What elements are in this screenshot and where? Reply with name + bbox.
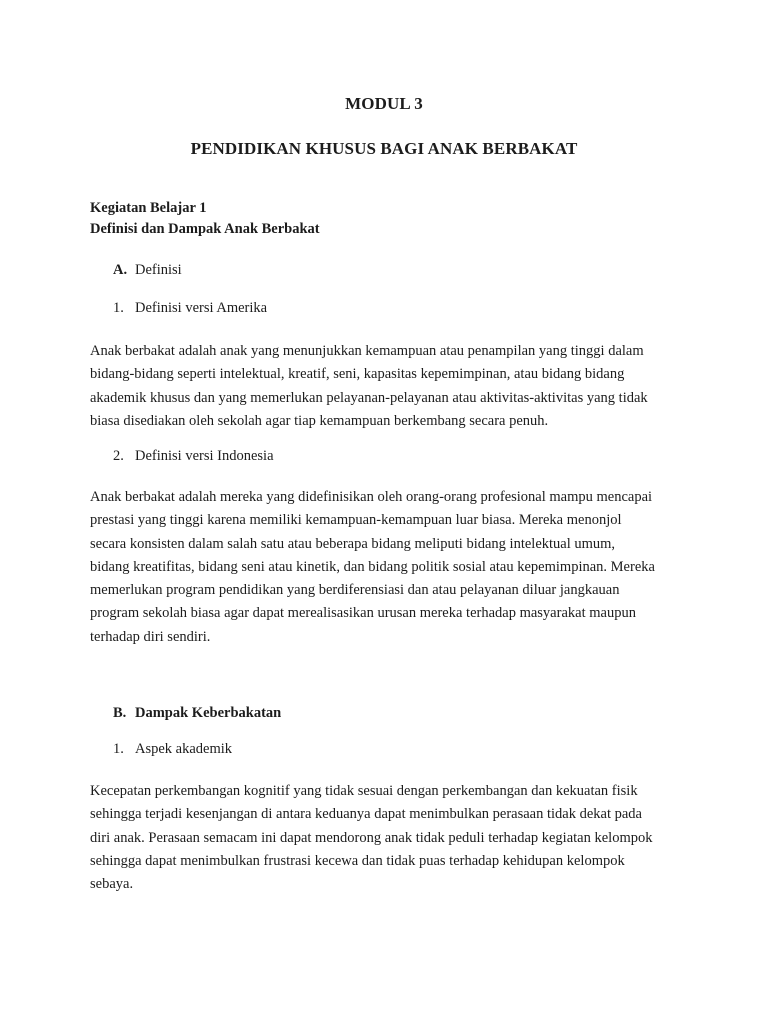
item-label: Aspek akademik <box>135 741 233 757</box>
definition-indonesia-paragraph <box>90 486 690 649</box>
paragraph-line: Anak berbakat adalah anak yang menunjukkan kemampuan atau penampilan yang tinggi dalam <box>90 343 644 359</box>
paragraph-line: sehingga terjadi kesenjangan di antara keduanya dapat menimbulkan perasaan tidak dekat pada <box>90 806 642 823</box>
paragraph-line: program sekolah biasa agar dapat merealisasikan urusan mereka terhadap masyarakat maupun <box>90 605 636 622</box>
academic-aspect-paragraph <box>90 780 690 896</box>
item-number: 1. <box>113 741 124 757</box>
activity-heading: Definisi dan Dampak Anak Berbakat <box>90 221 320 237</box>
section-a-item-1 <box>113 300 267 317</box>
paragraph-line: terhadap diri sendiri. <box>90 628 211 645</box>
paragraph-line: akademik khusus dan yang memerlukan pelayanan-pelayanan atau aktivitas-aktivitas yang tidak <box>90 389 648 406</box>
item-label: Definisi versi Amerika <box>135 300 268 316</box>
paragraph-line: prestasi yang tinggi karena memiliki kemampuan-kemampuan luar biasa. Mereka menonjol <box>90 512 622 529</box>
paragraph-line: secara konsisten dalam salah satu atau beberapa bidang meliputi bidang intelektual umum, <box>90 535 616 552</box>
section-a-marker: A. <box>113 262 128 278</box>
definition-america-paragraph <box>90 340 690 433</box>
paragraph-line: bidang-bidang seperti intelektual, kreatif, seni, kapasitas kepemimpinan, atau bidang bidang <box>90 366 625 383</box>
section-a-item-2 <box>113 448 274 465</box>
item-number: 1. <box>113 300 124 316</box>
section-a-heading <box>113 262 182 279</box>
paragraph-line: Anak berbakat adalah mereka yang didefinisikan oleh orang-orang profesional mampu mencapai <box>90 489 653 505</box>
activity-label: Kegiatan Belajar 1 <box>90 200 207 216</box>
item-number: 2. <box>113 448 124 464</box>
section-a-label: Definisi <box>135 262 182 278</box>
section-b-heading <box>113 705 281 722</box>
module-title: MODUL 3 <box>345 94 423 113</box>
paragraph-line: bidang kreatifitas, bidang seni atau kinetik, dan bidang politik sosial atau kepemimpinan. Mereka <box>90 558 655 575</box>
paragraph-line: sehingga dapat menimbulkan frustrasi kecewa dan tidak puas terhadap kehidupan kelompok <box>90 852 625 869</box>
module-subtitle: PENDIDIKAN KHUSUS BAGI ANAK BERBAKAT <box>190 139 578 158</box>
paragraph-line: sebaya. <box>90 876 134 893</box>
paragraph-line: biasa disediakan oleh sekolah agar tiap kemampuan berkembang secara penuh. <box>90 412 549 429</box>
section-b-marker: B. <box>113 705 127 721</box>
paragraph-line: diri anak. Perasaan semacam ini dapat mendorong anak tidak peduli terhadap kegiatan kelompok <box>90 829 653 846</box>
section-b-item-1 <box>113 741 232 758</box>
paragraph-line: Kecepatan perkembangan kognitif yang tidak sesuai dengan perkembangan dan kekuatan fisik <box>90 783 638 799</box>
item-label: Definisi versi Indonesia <box>135 448 274 464</box>
section-b-label: Dampak Keberbakatan <box>135 705 282 721</box>
paragraph-line: memerlukan program pendidikan yang berdiferensiasi dan atau pelayanan diluar jangkauan <box>90 582 620 599</box>
